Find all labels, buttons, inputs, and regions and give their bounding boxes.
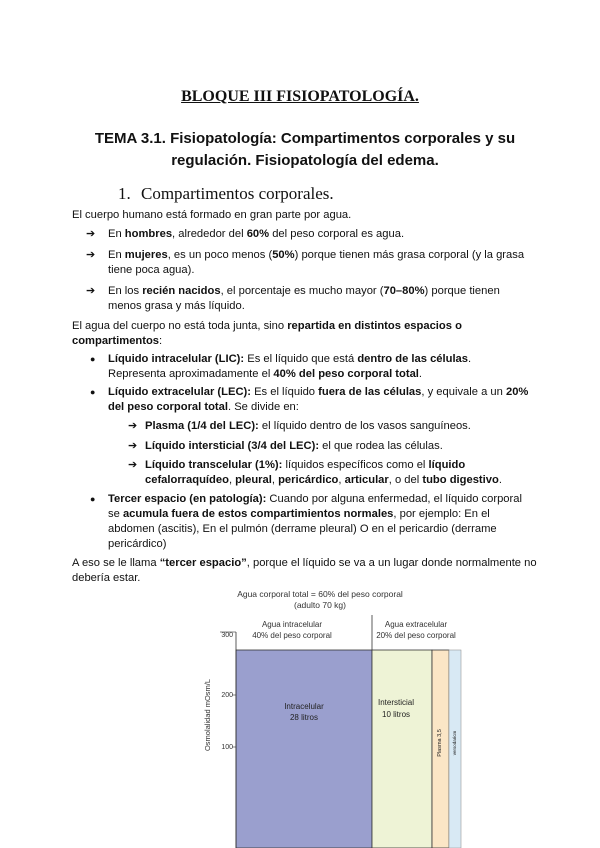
intracellular-label: Intracelular <box>284 702 324 711</box>
y-tick-label: 200 <box>221 692 233 699</box>
intra-header-line1: Agua intracelular <box>261 620 323 629</box>
y-tick-label: 300 <box>221 632 233 639</box>
interstitial-block <box>372 650 432 848</box>
topic-title: TEMA 3.1. Fisiopatología: Compartimentos corporales y su regulación. Fisiopatología del edema. <box>94 130 516 169</box>
arrow-right-icon: ➔ <box>86 285 96 297</box>
intracellular-block <box>236 650 372 848</box>
figure-subtitle: (adulto 70 kg) <box>294 600 346 610</box>
page-title: BLOQUE III FISIOPATOLOGÍA. <box>181 88 419 105</box>
list-item: ● Líquido intracelular (LIC): Es el líquido que está dentro de las células. Representa aproximadamente el 40% del peso corporal total. <box>90 353 472 380</box>
bullet-icon: ● <box>90 494 96 504</box>
arrow-right-icon: ➔ <box>128 440 138 452</box>
extra-header-line1: Agua extracelular <box>384 620 448 629</box>
list-item: ● Líquido extracelular (LEC): Es el líquido fuera de las células, y equivale a un 20% del peso corporal total. Se divide en: <box>90 386 529 413</box>
y-tick-label: 100 <box>221 744 233 751</box>
list-item: ➔ En hombres, alrededor del 60% del peso corporal es agua. <box>86 228 405 240</box>
arrow-right-icon: ➔ <box>86 228 96 240</box>
list-item: ➔ En mujeres, es un poco menos (50%) porque tienen más grasa corporal (y la grasa tiene poca agua). <box>86 249 525 276</box>
list-item: ➔ Líquido intersticial (3/4 del LEC): el que rodea las células. <box>128 440 443 452</box>
arrow-right-icon: ➔ <box>86 249 96 261</box>
intro-paragraph: El cuerpo humano está formado en gran parte por agua. <box>72 209 352 221</box>
body-water-figure <box>190 585 470 848</box>
y-axis-label: Osmolalidad mOsm/L <box>203 678 212 752</box>
arrow-right-icon: ➔ <box>128 459 138 471</box>
final-paragraph: A eso se le llama “tercer espacio”, porque el líquido se va a un lugar donde normalmente no debería estar. <box>72 557 537 584</box>
list-item: ● Tercer espacio (en patología): Cuando por alguna enfermedad, el líquido corporal se acumula fuera de estos compartimientos normales, por ejemplo: En el abdomen (ascitis), En el pulmón (derrame pleural) O en el pericardio (derrame pericárdico) <box>90 493 522 550</box>
interstitial-volume: 10 litros <box>382 710 411 719</box>
extra-header-line2: 20% del peso corporal <box>376 631 456 640</box>
list-item: ➔ En los recién nacidos, el porcentaje es mucho mayor (70–80%) porque tienen menos grasa y más líquido. <box>86 285 500 312</box>
section-heading <box>118 184 334 204</box>
figure-title: Agua corporal total = 60% del peso corporal <box>237 589 403 599</box>
list-item: ➔ Plasma (1/4 del LEC): el líquido dentro de los vasos sanguíneos. <box>128 420 471 432</box>
bullet-icon: ● <box>90 354 96 364</box>
section-number: 1. <box>118 184 131 203</box>
arrow-right-icon: ➔ <box>128 420 138 432</box>
intracellular-volume: 28 litros <box>289 713 319 722</box>
interstitial-label: Intersticial <box>378 698 415 707</box>
intra-header-line2: 40% del peso corporal <box>252 631 332 640</box>
section-title: Compartimentos corporales. <box>141 184 334 203</box>
transcellular-label: versodaricm <box>452 730 457 756</box>
compartments-paragraph: El agua del cuerpo no está toda junta, sino repartida en distintos espacios o compartimentos: <box>72 320 462 347</box>
list-item: ➔ Líquido transcelular (1%): líquidos específicos como el líquido cefalorraquídeo, pleural, pericárdico, articular, o del tubo digestivo. <box>128 459 502 486</box>
plasma-label: Plasma 3,5 <box>437 729 443 757</box>
bullet-icon: ● <box>90 387 96 397</box>
